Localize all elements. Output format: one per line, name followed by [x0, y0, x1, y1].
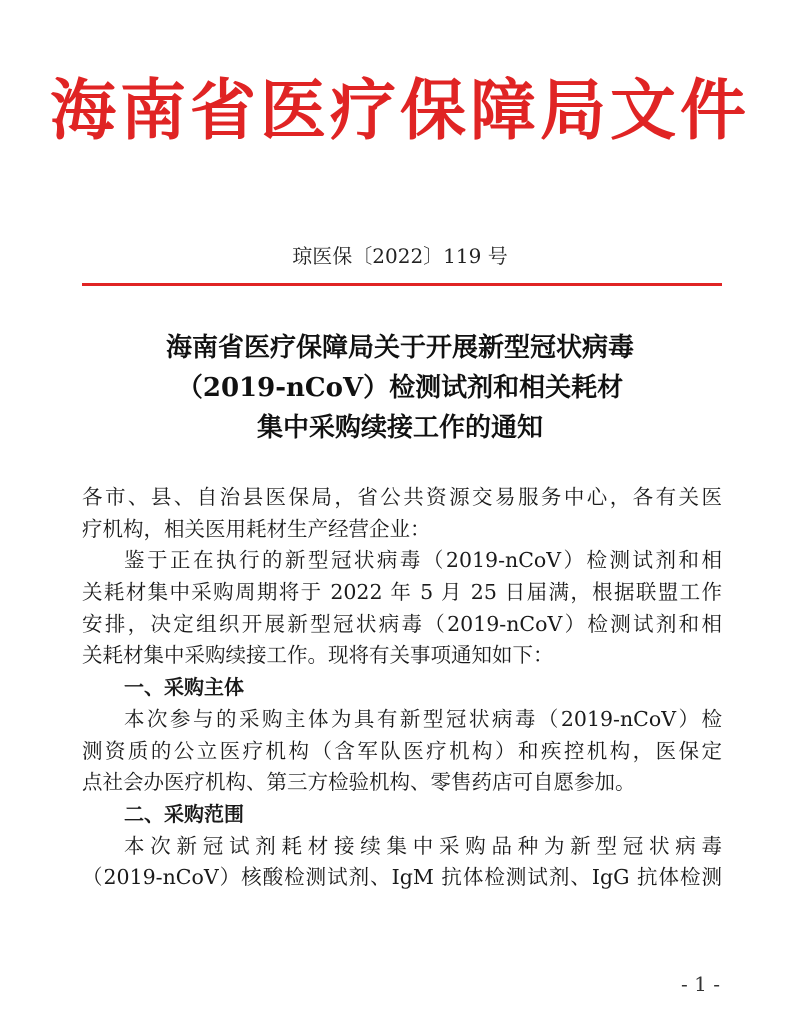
addressee-line: 疗机构，相关医用耗材生产经营企业：	[82, 516, 431, 541]
paragraph-line: 关耗材集中采购周期将于 2022 年 5 月 25 日届满，根据联盟工作	[82, 580, 722, 605]
paragraph-line: 本次新冠试剂耗材接续集中采购品种为新型冠状病毒	[124, 833, 722, 858]
paragraph-line: 鉴于正在执行的新型冠状病毒（2019-nCoV）检测试剂和相	[124, 548, 722, 573]
document-title	[0, 328, 800, 448]
masthead-title: 海南省医疗保障局文件	[50, 71, 750, 149]
page-number: - 1 -	[681, 972, 720, 996]
title-line: 海南省医疗保障局关于开展新型冠状病毒	[165, 333, 634, 363]
red-divider-rule	[82, 283, 722, 286]
paragraph-line: 本次参与的采购主体为具有新型冠状病毒（2019-nCoV）检	[124, 706, 722, 731]
paragraph-line: （2019-nCoV）核酸检测试剂、IgM 抗体检测试剂、IgG 抗体检测	[82, 865, 722, 890]
title-line: （2019-nCoV）检测试剂和相关耗材	[176, 373, 624, 403]
section-heading: 一、采购主体	[124, 675, 244, 700]
paragraph-line: 安排，决定组织开展新型冠状病毒（2019-nCoV）检测试剂和相	[82, 611, 722, 636]
title-line: 集中采购续接工作的通知	[256, 413, 543, 443]
document-body	[82, 482, 722, 894]
paragraph-line: 关耗材集中采购续接工作。现将有关事项通知如下：	[82, 643, 554, 668]
document-number: 琼医保〔2022〕119 号	[292, 244, 508, 268]
paragraph-line: 点社会办医疗机构、第三方检验机构、零售药店可自愿参加。	[82, 770, 636, 795]
paragraph-line: 测资质的公立医疗机构（含军队医疗机构）和疾控机构，医保定	[82, 738, 722, 763]
section-heading: 二、采购范围	[124, 801, 244, 826]
addressee-line: 各市、县、自治县医保局，省公共资源交易服务中心，各有关医	[82, 485, 722, 509]
